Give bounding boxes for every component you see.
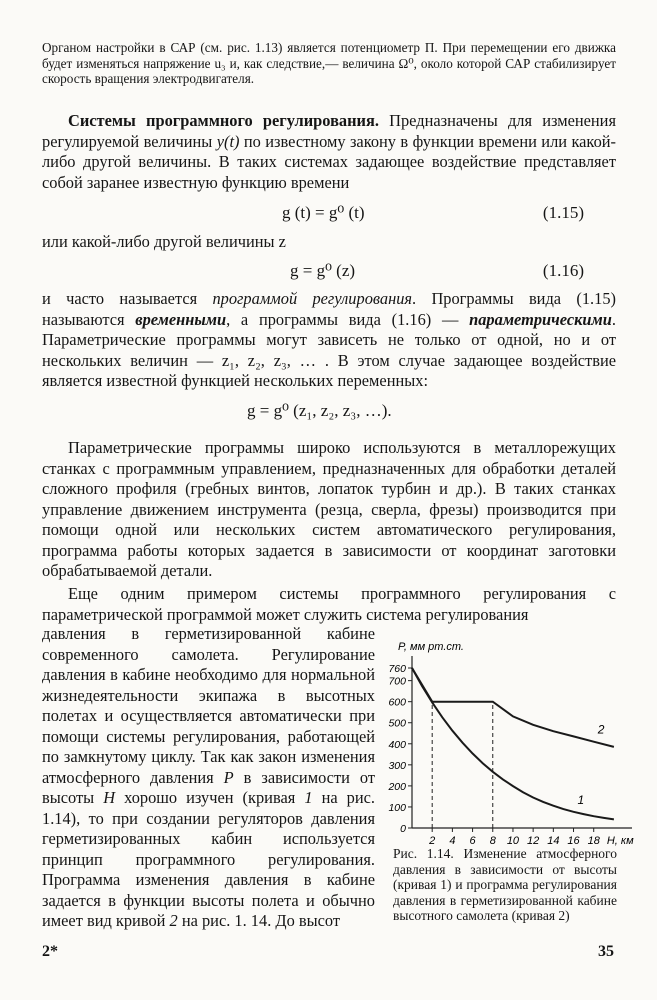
curve-2-line bbox=[412, 668, 614, 747]
x-tick-label: 16 bbox=[567, 835, 580, 847]
section-heading: Системы программного регулирования. bbox=[68, 111, 379, 130]
y-tick-label: 200 bbox=[388, 780, 406, 793]
x-tick-label: 6 bbox=[469, 835, 476, 847]
chart-ticks bbox=[387, 663, 600, 847]
chart-axes bbox=[412, 656, 632, 828]
var-y: y(t) bbox=[216, 131, 240, 151]
y-tick-label: 0 bbox=[400, 823, 406, 835]
page-number: 35 bbox=[598, 943, 614, 960]
para-programs: и часто называется программой регулирования. Программы вида (1.15) называются временными, а программы вида (1.16) — параметрическими. Параметрические программы могут зависеть не только от одной, но и от нескольких величин — z₁, z₂, z₃, … . В этом случае задающее воздействие является известной функцией нескольких переменных: bbox=[42, 289, 616, 390]
or-text: или какой-либо другой величины z bbox=[42, 232, 286, 251]
y-tick-label: 300 bbox=[388, 759, 406, 772]
y-tick-label: 100 bbox=[388, 801, 406, 814]
x-tick-label: 8 bbox=[489, 835, 496, 847]
y-tick-label: 700 bbox=[388, 675, 406, 688]
book-page: Органом настройки в САР (см. рис. 1.13) является потенциометр П. При перемещении его движка будет изменяться напряжение u₃ и, как следствие,— величина Ω⁰, около которой САР стабилизирует скорость вращения электродвигателя. Системы программного регулирования. Предназначены для изменения регулируемой величины y(t) по известному закону в функции времени или какой-либо другой величины. В таких системах задающее воздействие представляет собой заранее известную функцию времени g (t) = g⁰ (t) (1.15) или какой-либо другой величины z g = g⁰ (z) (1.16) и часто называется программой регулирования. Программы вида (1.15) называются временными, а программы вида (1.16) — параметрическими. Параметрические программы могут зависеть не только от одной, но и от нескольких величин — z₁, z₂, z₃, … . В этом случае задающее воздействие является известной функцией нескольких переменных: g = g⁰ (z₁, z₂, z₃, …). Параметрические программы широко используются в металлорежущих станках с программным управлением, предназначенных для обработки деталей сложного профиля (гребных винтов, лопаток турбин и др.). В таких станках управление движением инструмента (резца, сверла, фрезы) производится при помощи одной или нескольких систем автоматического регулирования, программа работы которых задается в зависимости от координат заготовки обрабатываемой детали. Еще одним примером системы программного регулирования с параметрической программой может служить система регулирования давления в герметизированной кабине современного самолета. Регулирование давления в кабине необходимо для нормальной жизнедеятельности экипажа в высотных полетах и осуществляется автоматически при помощи системы регулирования, работающей по замкнутому циклу. Так как закон изменения атмосферного давления P в зависимости от высоты H хорошо изучен (кривая 1 на рис. 1.14), то при создании регуляторов давления герметизированных кабин используется принцип программного регулирования. Программа изменения давления в кабине задается в функции высоты полета и обычно имеет вид кривой 2 на рис. 1. 14. До высот 2 4 6 8 10 12 14 16 18 0 100 200 300 400 500 600 700 760 1 2 P, мм рт.ст. H, км Рис. 1.14. Изменение атмосферного давления в зависимости от высоты (кривая 1) и программа регулирования давления в герметизированной кабине высотного самолета (кривая 2) 2* 35 bbox=[0, 0, 657, 1000]
curve-2-label: 2 bbox=[597, 722, 605, 737]
chart-series bbox=[412, 668, 614, 819]
y-axis-label: P, мм рт.ст. bbox=[398, 641, 464, 653]
para-machine-tools: Параметрические программы широко используются в металлорежущих станках с программным управлением, предназначенных для обработки деталей сложного профиля (гребных винтов, лопаток турбин и др.). В таких станках управление движением инструмента (резца, сверла, фрезы) производится при помощи одной или нескольких систем автоматического регулирования, программа работы которых задается в зависимости от координат заготовки обрабатываемой детали. bbox=[42, 438, 616, 580]
figure-caption: Рис. 1.14. Изменение атмосферного давления в зависимости от высоты (кривая 1) и программа регулирования давления в герметизированной кабине высотного самолета (кривая 2) bbox=[393, 846, 617, 924]
x-tick-label: 4 bbox=[449, 835, 456, 847]
x-tick-label: 14 bbox=[547, 835, 560, 847]
curve-1-label: 1 bbox=[577, 792, 585, 807]
y-tick-label: 600 bbox=[388, 696, 406, 709]
y-tick-label: 500 bbox=[388, 717, 406, 730]
x-tick-label: 2 bbox=[429, 835, 436, 847]
x-axis-label: H, км bbox=[606, 835, 634, 847]
pressure-chart bbox=[382, 640, 642, 845]
para-cabin-pressure: давления в герметизированной кабине современного самолета. Регулирование давления в кабине необходимо для нормальной жизнедеятельности экипажа в высотных полетах и осуществляется автоматически при помощи системы регулирования, работающей по замкнутому циклу. Так как закон изменения атмосферного давления P в зависимости от высоты H хорошо изучен (кривая 1 на рис. 1.14), то при создании регуляторов давления герметизированных кабин используется принцип программного регулирования. Программа изменения давления в кабине задается в функции высоты полета и обычно имеет вид кривой 2 на рис. 1. 14. До высот bbox=[42, 624, 375, 930]
section-programs-intro: Системы программного регулирования. Предназначены для изменения регулируемой величины y(t) по известному закону в функции времени или какой-либо другой величины. В таких системах задающее воздействие представляет собой заранее известную функцию времени bbox=[42, 111, 616, 192]
para-example-top: Еще одним примером системы программного регулирования с параметрической программой может служить система регулирования bbox=[42, 584, 616, 624]
y-tick-label: 400 bbox=[388, 738, 406, 751]
x-tick-label: 12 bbox=[527, 835, 540, 847]
signature-mark: 2* bbox=[42, 943, 58, 960]
intro-note: Органом настройки в САР (см. рис. 1.13) является потенциометр П. При перемещении его движка будет изменяться напряжение u₃ и, как следствие,— величина Ω⁰, около которой САР стабилизирует скорость вращения электродвигателя. bbox=[42, 40, 616, 86]
x-tick-label: 18 bbox=[587, 835, 600, 847]
y-tick-label: 760 bbox=[388, 663, 406, 675]
x-tick-label: 10 bbox=[506, 835, 520, 847]
